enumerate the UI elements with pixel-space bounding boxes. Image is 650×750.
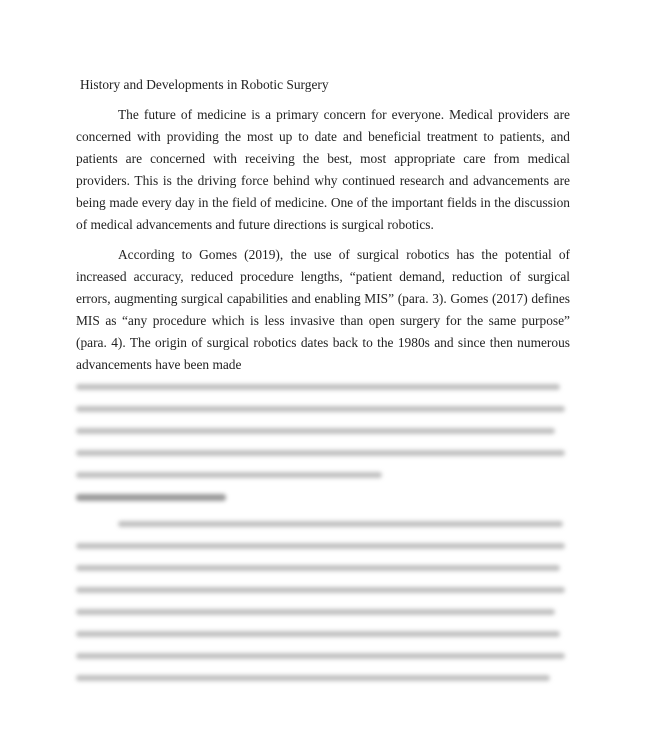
document-title: History and Developments in Robotic Surgery <box>80 77 329 92</box>
document-page <box>76 74 570 697</box>
paragraph-intro: The future of medicine is a primary concern for everyone. Medical providers are concerned with providing the most up to date and beneficial treatment to patients, and patients are concerned with receiving the best, most appropriate care from medical providers. This is the driving force behind why continued research and advancements are being made every day in the field of medicine. One of the important fields in the discussion of medical advancements and future directions is surgical robotics. <box>76 107 570 232</box>
blurred-section-heading <box>76 494 226 501</box>
paragraph-gomes: According to Gomes (2019), the use of surgical robotics has the potential of increased accuracy, reduced procedure lengths, “patient demand, reduction of surgical errors, augmenting surgical capabilities and enabling MIS” (para. 3). Gomes (2017) defines MIS as “any procedure which is less invasive than open surgery for the same purpose” (para. 4). The origin of surgical robotics dates back to the 1980s and since then numerous advancements have been made <box>76 247 570 372</box>
blurred-preview-content <box>76 384 570 681</box>
